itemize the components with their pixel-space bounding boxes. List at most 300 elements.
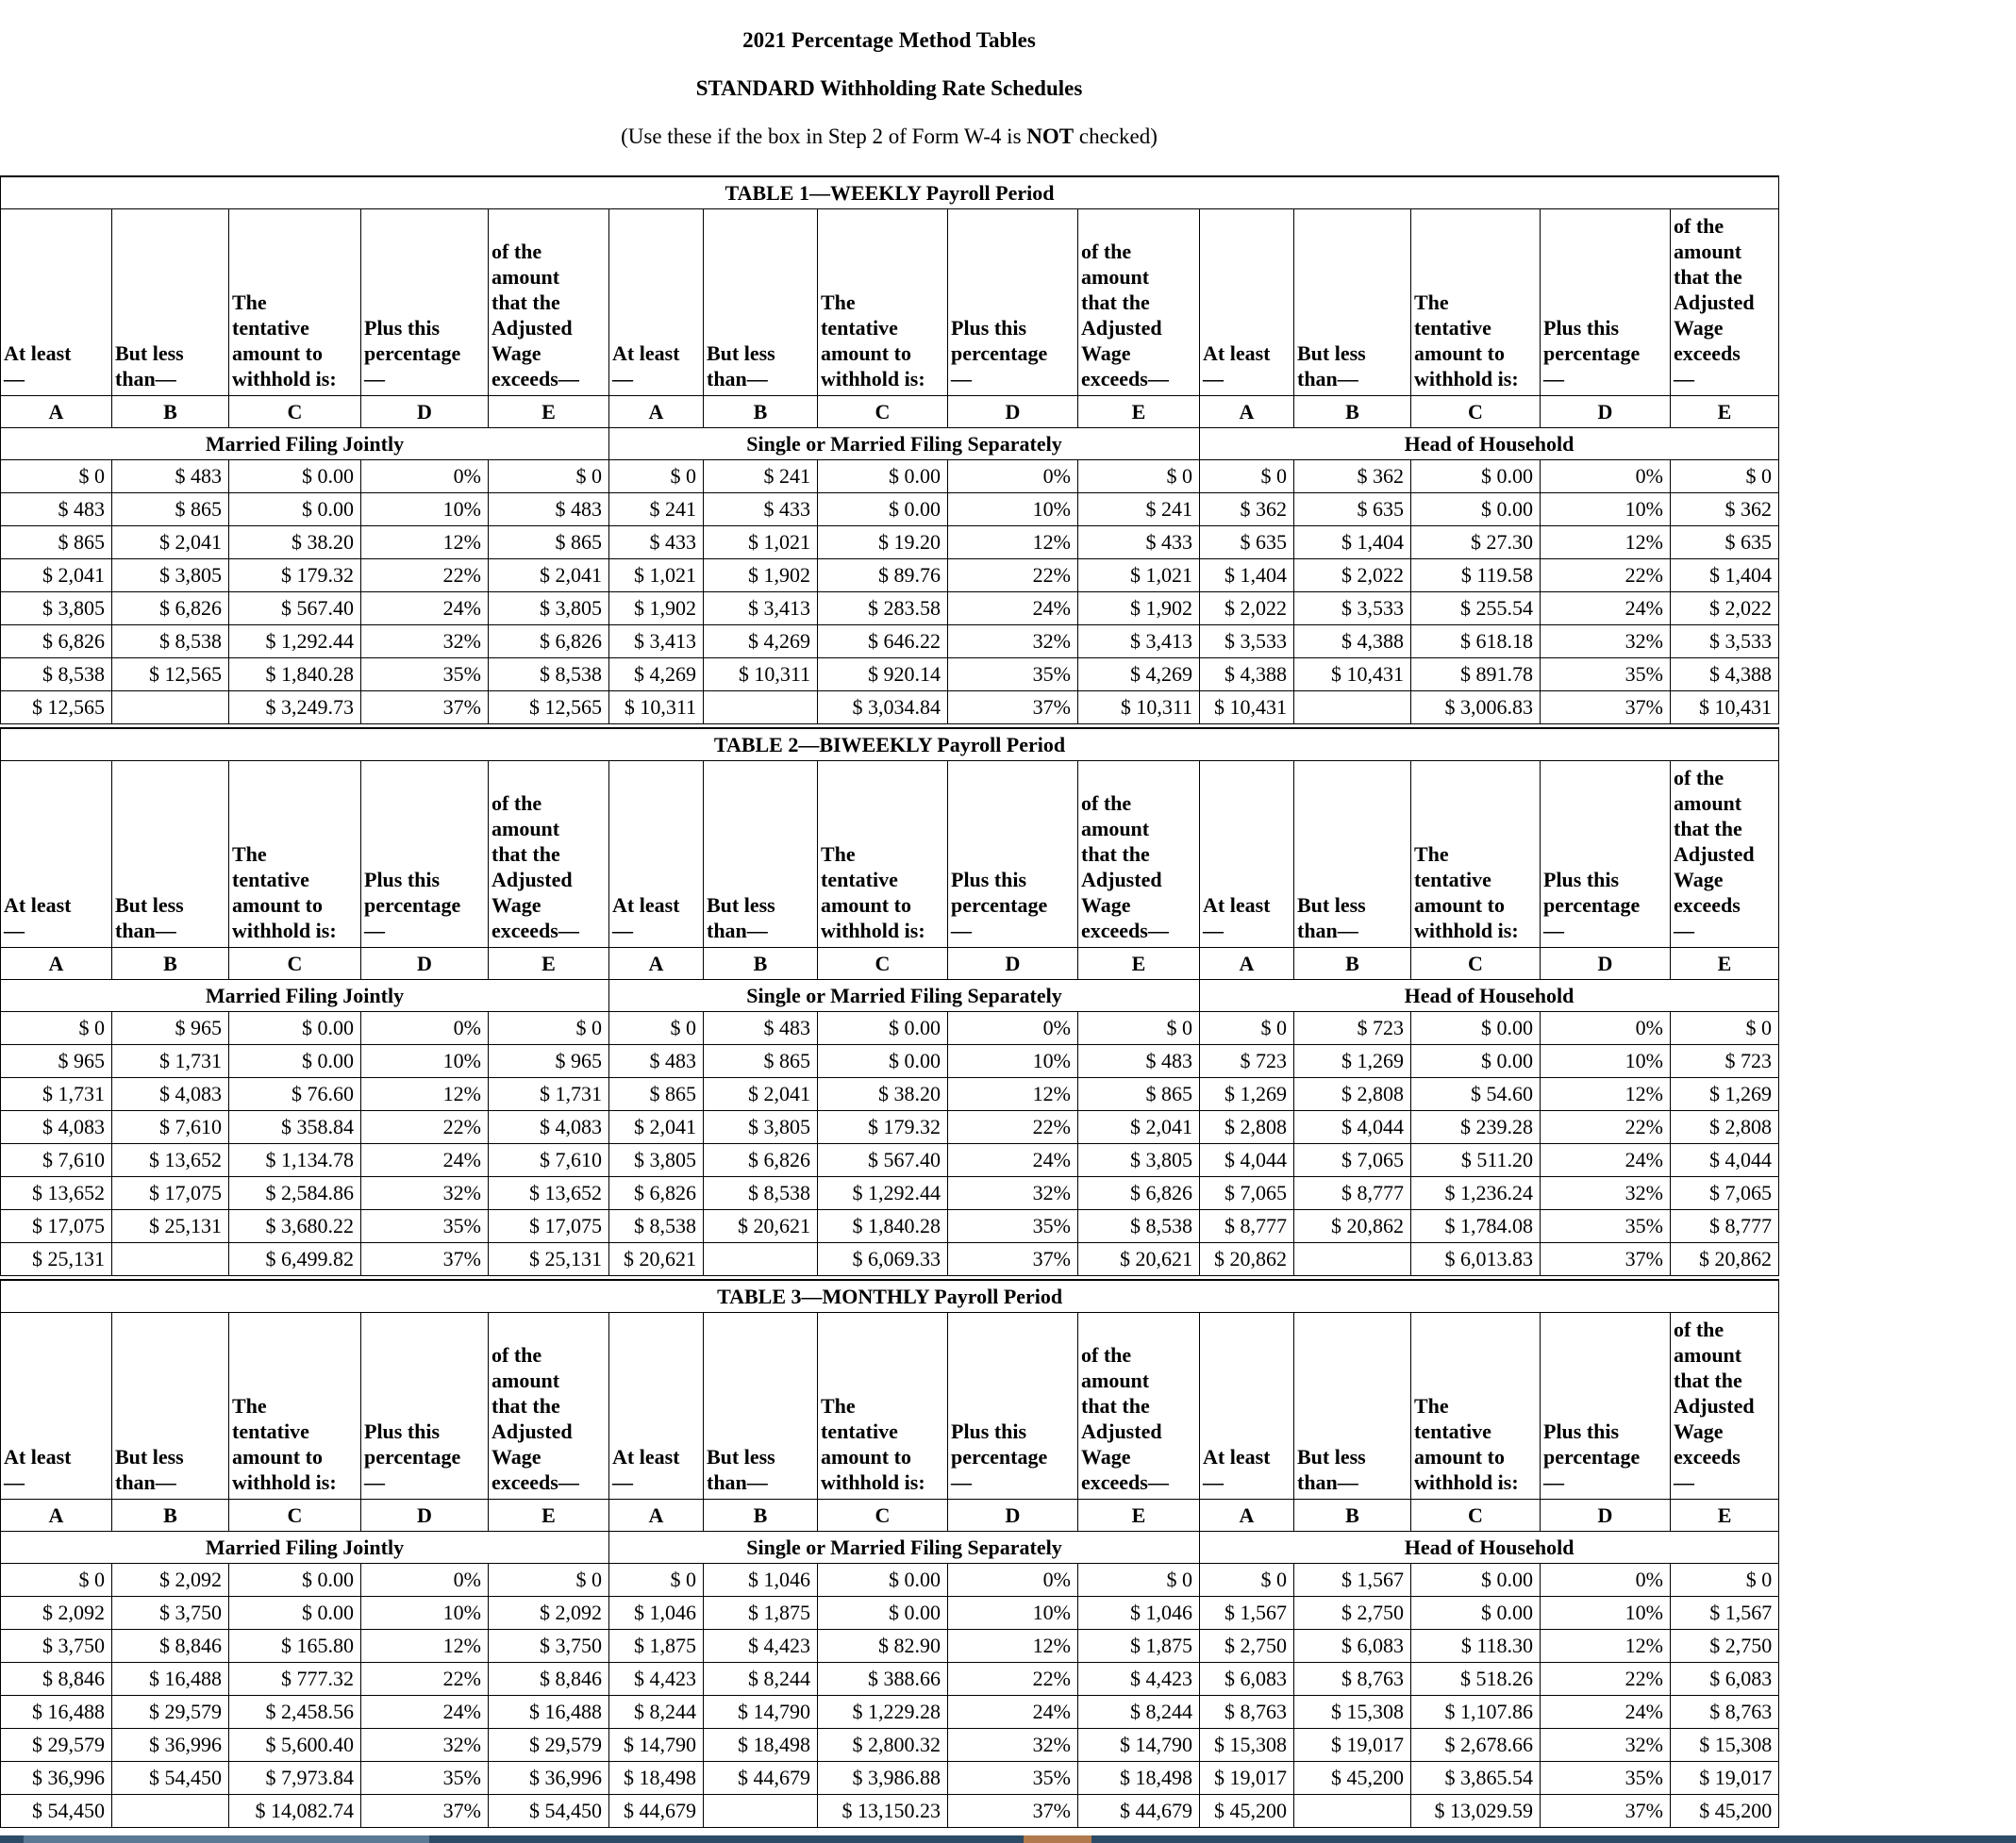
- table-cell: $ 25,131: [112, 1210, 229, 1243]
- table-row: [1, 1144, 1779, 1177]
- table-cell: 22%: [361, 559, 489, 592]
- table-cell: $ 7,973.84: [229, 1762, 361, 1795]
- header-line: amount to: [1414, 893, 1505, 917]
- table-cell: $ 0: [1671, 1012, 1779, 1045]
- header-line: amount to: [1414, 1445, 1505, 1469]
- table-cell: $ 2,808: [1294, 1078, 1411, 1111]
- table-cell: $ 1,731: [489, 1078, 609, 1111]
- table-cell: [112, 691, 229, 724]
- table-cell: $ 0: [609, 460, 704, 493]
- table-cell: $ 3,750: [1, 1630, 112, 1663]
- header-line: tentative: [232, 316, 309, 340]
- table-cell: $ 2,041: [704, 1078, 818, 1111]
- table-cell: $ 2,750: [1294, 1597, 1411, 1630]
- table-cell: $ 635: [1200, 526, 1294, 559]
- table-cell: $ 4,044: [1200, 1144, 1294, 1177]
- table-cell: [112, 1795, 229, 1828]
- header-line: amount: [1674, 791, 1742, 815]
- table-cell: 37%: [361, 691, 489, 724]
- table-cell: $ 18,498: [609, 1762, 704, 1795]
- table-cell: $ 4,269: [1078, 658, 1200, 691]
- table-cell: $ 4,388: [1294, 625, 1411, 658]
- table-cell: $ 4,044: [1294, 1111, 1411, 1144]
- table-cell: $ 567.40: [818, 1144, 948, 1177]
- table-cell: $ 0: [1, 1564, 112, 1597]
- header-line: —: [364, 919, 385, 942]
- table-cell: $ 362: [1671, 493, 1779, 526]
- column-letter: B: [112, 1500, 229, 1532]
- table-cell: $ 3,413: [1078, 625, 1200, 658]
- header-line: —: [364, 1470, 385, 1494]
- filing-status-row: [1, 1532, 1779, 1564]
- table-cell: $ 36,996: [489, 1762, 609, 1795]
- table-cell: $ 0: [1, 460, 112, 493]
- header-line: than—: [707, 367, 768, 390]
- table-cell: $ 0: [609, 1012, 704, 1045]
- header-line: Wage: [1674, 316, 1724, 340]
- table-cell: 35%: [948, 1762, 1078, 1795]
- header-line: that the: [1674, 1369, 1742, 1392]
- column-header-at-least: [1, 1313, 112, 1500]
- table-row: [1, 1243, 1779, 1276]
- table-cell: 10%: [948, 493, 1078, 526]
- table-cell: $ 865: [704, 1045, 818, 1078]
- table-cell: 32%: [1541, 625, 1671, 658]
- table-cell: $ 1,567: [1671, 1597, 1779, 1630]
- table-cell: 35%: [1541, 1762, 1671, 1795]
- table-cell: 37%: [948, 1243, 1078, 1276]
- header-line: of the: [1081, 240, 1132, 263]
- table-cell: $ 8,244: [704, 1663, 818, 1696]
- table-cell: $ 567.40: [229, 592, 361, 625]
- table-cell: $ 1,229.28: [818, 1696, 948, 1729]
- header-line: Wage: [492, 1445, 541, 1469]
- header-line: At least: [1203, 341, 1271, 365]
- table-cell: $ 483: [112, 460, 229, 493]
- table-cell: $ 965: [1, 1045, 112, 1078]
- table-cell: 22%: [361, 1111, 489, 1144]
- column-header-row: [1, 1313, 1779, 1500]
- filing-status-heading: Head of Household: [1200, 980, 1779, 1012]
- table-cell: $ 2,041: [112, 526, 229, 559]
- table-cell: $ 179.32: [818, 1111, 948, 1144]
- column-letter: A: [1200, 1500, 1294, 1532]
- column-header-tentative-amount: [1411, 1313, 1541, 1500]
- table-cell: $ 2,750: [1200, 1630, 1294, 1663]
- table-cell: $ 20,621: [1078, 1243, 1200, 1276]
- table-cell: $ 241: [609, 493, 704, 526]
- table-cell: $ 2,041: [609, 1111, 704, 1144]
- table-cell: $ 4,083: [489, 1111, 609, 1144]
- header-line: percentage: [951, 341, 1048, 365]
- rate-table-3: [0, 1279, 1778, 1828]
- column-header-of-amount-exceeds: [489, 1313, 609, 1500]
- column-letter: D: [1541, 1500, 1671, 1532]
- table-cell: $ 0.00: [1411, 1012, 1541, 1045]
- table-cell: $ 8,538: [112, 625, 229, 658]
- header-line: Plus this: [951, 1420, 1027, 1443]
- header-line: Plus this: [1543, 1420, 1620, 1443]
- table-cell: $ 1,902: [609, 592, 704, 625]
- table-row: [1, 1045, 1779, 1078]
- table-cell: 10%: [1541, 1045, 1671, 1078]
- table-cell: $ 44,679: [704, 1762, 818, 1795]
- table-cell: $ 0.00: [818, 1564, 948, 1597]
- table-cell: 10%: [361, 493, 489, 526]
- column-letter: A: [609, 1500, 704, 1532]
- table-cell: $ 3,006.83: [1411, 691, 1541, 724]
- table-cell: $ 2,808: [1200, 1111, 1294, 1144]
- table-cell: $ 1,269: [1671, 1078, 1779, 1111]
- table-cell: 22%: [948, 1111, 1078, 1144]
- table-cell: $ 3,805: [1, 592, 112, 625]
- table-cell: $ 618.18: [1411, 625, 1541, 658]
- table-cell: 12%: [361, 1630, 489, 1663]
- table-cell: $ 1,902: [1078, 592, 1200, 625]
- table-cell: $ 0.00: [229, 460, 361, 493]
- table-cell: $ 1,902: [704, 559, 818, 592]
- page-title: 2021 Percentage Method Tables: [742, 28, 1036, 52]
- table-cell: 35%: [361, 658, 489, 691]
- table-cell: $ 20,862: [1294, 1210, 1411, 1243]
- table-cell: $ 19,017: [1200, 1762, 1294, 1795]
- table-cell: $ 8,846: [489, 1663, 609, 1696]
- header-line: The: [821, 842, 856, 866]
- column-header-of-amount-exceeds: [1671, 209, 1779, 396]
- table-cell: $ 3,986.88: [818, 1762, 948, 1795]
- table-cell: $ 38.20: [818, 1078, 948, 1111]
- header-line: tentative: [1414, 868, 1491, 891]
- table-cell: 12%: [361, 526, 489, 559]
- table-cell: $ 44,679: [609, 1795, 704, 1828]
- table-cell: $ 3,034.84: [818, 691, 948, 724]
- header-line: amount to: [1414, 341, 1505, 365]
- note-bold: NOT: [1026, 125, 1075, 148]
- header-line: tentative: [232, 868, 309, 891]
- table-cell: 32%: [948, 1729, 1078, 1762]
- table-cell: $ 7,610: [489, 1144, 609, 1177]
- table-caption: TABLE 1—WEEKLY Payroll Period: [1, 176, 1779, 209]
- table-cell: $ 3,805: [112, 559, 229, 592]
- column-letter: E: [1078, 1500, 1200, 1532]
- table-cell: $ 10,311: [1078, 691, 1200, 724]
- header-line: exceeds—: [1081, 919, 1169, 942]
- table-cell: 37%: [1541, 1795, 1671, 1828]
- table-cell: $ 29,579: [489, 1729, 609, 1762]
- table-cell: $ 0: [1200, 1012, 1294, 1045]
- table-cell: $ 0: [1078, 460, 1200, 493]
- table-cell: $ 2,022: [1294, 559, 1411, 592]
- table-cell: 35%: [1541, 1210, 1671, 1243]
- column-header-but-less: [704, 761, 818, 948]
- table-cell: 24%: [361, 1696, 489, 1729]
- header-line: amount to: [232, 893, 323, 917]
- table-cell: $ 1,292.44: [229, 625, 361, 658]
- table-cell: $ 0.00: [1411, 493, 1541, 526]
- header-line: —: [1543, 1470, 1564, 1494]
- header-line: But less: [115, 341, 184, 365]
- header-line: exceeds—: [492, 1470, 579, 1494]
- column-header-row: [1, 209, 1779, 396]
- table-cell: 32%: [1541, 1177, 1671, 1210]
- table-cell: $ 0.00: [818, 1012, 948, 1045]
- header-line: amount: [492, 1369, 560, 1392]
- header-line: Adjusted: [492, 316, 573, 340]
- table-cell: 10%: [948, 1597, 1078, 1630]
- header-line: withhold is:: [1414, 919, 1519, 942]
- note-prefix: (Use these if the box in Step 2 of Form W-4 is: [621, 125, 1027, 148]
- table-cell: $ 2,584.86: [229, 1177, 361, 1210]
- column-letter: A: [609, 948, 704, 980]
- header-line: Wage: [492, 893, 541, 917]
- table-cell: $ 1,840.28: [818, 1210, 948, 1243]
- column-letter: A: [609, 396, 704, 428]
- table-cell: $ 239.28: [1411, 1111, 1541, 1144]
- table-cell: $ 45,200: [1200, 1795, 1294, 1828]
- table-cell: $ 2,041: [489, 559, 609, 592]
- column-header-at-least: [1200, 209, 1294, 396]
- column-letter: B: [1294, 948, 1411, 980]
- table-cell: $ 45,200: [1671, 1795, 1779, 1828]
- table-row: [1, 559, 1779, 592]
- header-line: The: [1414, 842, 1449, 866]
- table-row: [1, 1111, 1779, 1144]
- column-letter: D: [361, 948, 489, 980]
- column-header-of-amount-exceeds: [1078, 761, 1200, 948]
- header-line: percentage: [364, 1445, 461, 1469]
- table-cell: $ 25,131: [489, 1243, 609, 1276]
- header-line: of the: [492, 1343, 542, 1367]
- table-cell: $ 8,244: [609, 1696, 704, 1729]
- table-cell: 0%: [1541, 1564, 1671, 1597]
- table-cell: $ 13,029.59: [1411, 1795, 1541, 1828]
- header-line: withhold is:: [821, 1470, 925, 1494]
- table-cell: $ 0.00: [229, 493, 361, 526]
- header-line: —: [1203, 367, 1224, 390]
- header-line: tentative: [821, 868, 898, 891]
- table-cell: $ 635: [1294, 493, 1411, 526]
- column-letter: E: [489, 1500, 609, 1532]
- column-header-of-amount-exceeds: [1078, 1313, 1200, 1500]
- header-line: The: [821, 291, 856, 314]
- column-header-plus-percentage: [948, 1313, 1078, 1500]
- header-line: withhold is:: [232, 367, 337, 390]
- table-cell: 10%: [948, 1045, 1078, 1078]
- table-cell: $ 8,244: [1078, 1696, 1200, 1729]
- table-cell: 12%: [361, 1078, 489, 1111]
- column-header-plus-percentage: [361, 1313, 489, 1500]
- table-cell: $ 241: [704, 460, 818, 493]
- table-cell: 37%: [361, 1795, 489, 1828]
- table-cell: $ 0.00: [818, 1045, 948, 1078]
- table-cell: 35%: [361, 1210, 489, 1243]
- table-cell: $ 1,875: [1078, 1630, 1200, 1663]
- table-row: [1, 493, 1779, 526]
- column-header-tentative-amount: [229, 1313, 361, 1500]
- header-line: amount to: [232, 341, 323, 365]
- table-cell: $ 2,678.66: [1411, 1729, 1541, 1762]
- table-cell: $ 483: [1, 493, 112, 526]
- header-line: —: [1543, 919, 1564, 942]
- table-row: [1, 1795, 1779, 1828]
- table-cell: $ 0.00: [229, 1045, 361, 1078]
- table-cell: $ 723: [1294, 1012, 1411, 1045]
- header-line: tentative: [1414, 1420, 1491, 1443]
- table-cell: 0%: [948, 460, 1078, 493]
- header-line: of the: [1081, 791, 1132, 815]
- table-cell: 37%: [1541, 1243, 1671, 1276]
- header-line: than—: [707, 1470, 768, 1494]
- table-cell: $ 362: [1200, 493, 1294, 526]
- table-cell: $ 8,846: [1, 1663, 112, 1696]
- header-line: of the: [1674, 214, 1724, 238]
- table-cell: $ 0: [489, 460, 609, 493]
- table-cell: $ 1,046: [704, 1564, 818, 1597]
- table-cell: $ 1,021: [1078, 559, 1200, 592]
- table-cell: $ 3,533: [1294, 592, 1411, 625]
- withholding-table: [0, 1279, 1779, 1828]
- table-cell: $ 1,236.24: [1411, 1177, 1541, 1210]
- table-cell: $ 865: [1, 526, 112, 559]
- column-letter-row: [1, 948, 1779, 980]
- header-line: —: [4, 919, 25, 942]
- header-line: —: [1203, 1470, 1224, 1494]
- header-line: Adjusted: [492, 1420, 573, 1443]
- table-cell: $ 1,046: [609, 1597, 704, 1630]
- table-cell: $ 483: [609, 1045, 704, 1078]
- header-line: Plus this: [951, 868, 1027, 891]
- table-cell: $ 255.54: [1411, 592, 1541, 625]
- header-line: that the: [1081, 291, 1150, 314]
- table-cell: $ 6,826: [1078, 1177, 1200, 1210]
- column-letter: B: [1294, 1500, 1411, 1532]
- header-line: The: [821, 1394, 856, 1418]
- table-cell: [704, 1243, 818, 1276]
- table-cell: $ 10,311: [704, 658, 818, 691]
- header-line: Wage: [1081, 341, 1131, 365]
- column-header-of-amount-exceeds: [1671, 761, 1779, 948]
- table-cell: $ 3,680.22: [229, 1210, 361, 1243]
- header-line: than—: [1297, 919, 1358, 942]
- table-cell: $ 1,021: [609, 559, 704, 592]
- table-cell: $ 14,790: [1078, 1729, 1200, 1762]
- table-cell: [1294, 691, 1411, 724]
- table-cell: 10%: [1541, 493, 1671, 526]
- table-cell: $ 19,017: [1671, 1762, 1779, 1795]
- table-cell: $ 6,083: [1200, 1663, 1294, 1696]
- table-cell: $ 13,652: [112, 1144, 229, 1177]
- table-cell: $ 3,750: [489, 1630, 609, 1663]
- table-cell: $ 3,750: [112, 1597, 229, 1630]
- column-letter: B: [112, 396, 229, 428]
- table-cell: $ 1,840.28: [229, 658, 361, 691]
- header-line: amount: [492, 817, 560, 840]
- filing-status-heading: Married Filing Jointly: [1, 980, 609, 1012]
- header-line: than—: [115, 919, 176, 942]
- column-letter: D: [948, 948, 1078, 980]
- table-cell: $ 0: [1078, 1012, 1200, 1045]
- column-letter: E: [489, 948, 609, 980]
- table-cell: $ 0: [1671, 460, 1779, 493]
- table-cell: $ 0: [489, 1012, 609, 1045]
- header-line: Wage: [1081, 893, 1131, 917]
- column-letter-row: [1, 396, 1779, 428]
- table-cell: $ 4,269: [704, 625, 818, 658]
- column-letter: E: [489, 396, 609, 428]
- table-cell: $ 1,404: [1294, 526, 1411, 559]
- header-line: Wage: [1674, 868, 1724, 891]
- table-cell: $ 15,308: [1671, 1729, 1779, 1762]
- column-letter: D: [361, 396, 489, 428]
- column-letter: C: [229, 948, 361, 980]
- table-cell: $ 19,017: [1294, 1729, 1411, 1762]
- header-line: —: [1674, 367, 1694, 390]
- header-line: Adjusted: [1081, 1420, 1162, 1443]
- column-letter: E: [1078, 396, 1200, 428]
- table-cell: $ 6,826: [609, 1177, 704, 1210]
- table-cell: 12%: [948, 1630, 1078, 1663]
- table-cell: $ 433: [1078, 526, 1200, 559]
- table-cell: $ 483: [1078, 1045, 1200, 1078]
- header-line: —: [4, 1470, 25, 1494]
- table-cell: 35%: [361, 1762, 489, 1795]
- header-line: amount: [1081, 817, 1150, 840]
- table-cell: $ 920.14: [818, 658, 948, 691]
- table-cell: 24%: [948, 1696, 1078, 1729]
- table-cell: $ 4,083: [1, 1111, 112, 1144]
- table-cell: 24%: [1541, 592, 1671, 625]
- header-line: The: [232, 291, 267, 314]
- header-line: percentage: [1543, 893, 1641, 917]
- table-cell: $ 17,075: [1, 1210, 112, 1243]
- header-line: —: [951, 367, 972, 390]
- table-row: [1, 460, 1779, 493]
- table-cell: $ 483: [489, 493, 609, 526]
- table-cell: 10%: [361, 1597, 489, 1630]
- filing-status-heading: Married Filing Jointly: [1, 1532, 609, 1564]
- table-cell: $ 13,150.23: [818, 1795, 948, 1828]
- column-letter: E: [1671, 1500, 1779, 1532]
- table-cell: 24%: [948, 592, 1078, 625]
- table-cell: $ 6,083: [1671, 1663, 1779, 1696]
- table-cell: $ 2,750: [1671, 1630, 1779, 1663]
- table-cell: 0%: [948, 1012, 1078, 1045]
- table-cell: $ 0.00: [1411, 1597, 1541, 1630]
- table-cell: $ 1,404: [1671, 559, 1779, 592]
- column-letter: A: [1, 396, 112, 428]
- subtitle-rest: Withholding Rate Schedules: [814, 76, 1083, 100]
- column-letter: B: [704, 1500, 818, 1532]
- header-line: of the: [492, 240, 542, 263]
- header-line: amount to: [821, 893, 911, 917]
- header-line: of the: [1674, 1318, 1724, 1341]
- column-header-but-less: [704, 1313, 818, 1500]
- filing-status-heading: Single or Married Filing Separately: [609, 428, 1200, 460]
- header-line: —: [364, 367, 385, 390]
- table-cell: 37%: [361, 1243, 489, 1276]
- table-cell: $ 10,431: [1200, 691, 1294, 724]
- table-cell: 0%: [1541, 1012, 1671, 1045]
- table-cell: $ 1,567: [1294, 1564, 1411, 1597]
- table-row: [1, 1630, 1779, 1663]
- table-cell: $ 6,013.83: [1411, 1243, 1541, 1276]
- table-cell: $ 118.30: [1411, 1630, 1541, 1663]
- header-line: Plus this: [1543, 316, 1620, 340]
- table-row: [1, 1696, 1779, 1729]
- header-line: —: [1674, 1470, 1694, 1494]
- table-cell: $ 0: [1671, 1564, 1779, 1597]
- table-cell: $ 0: [1, 1012, 112, 1045]
